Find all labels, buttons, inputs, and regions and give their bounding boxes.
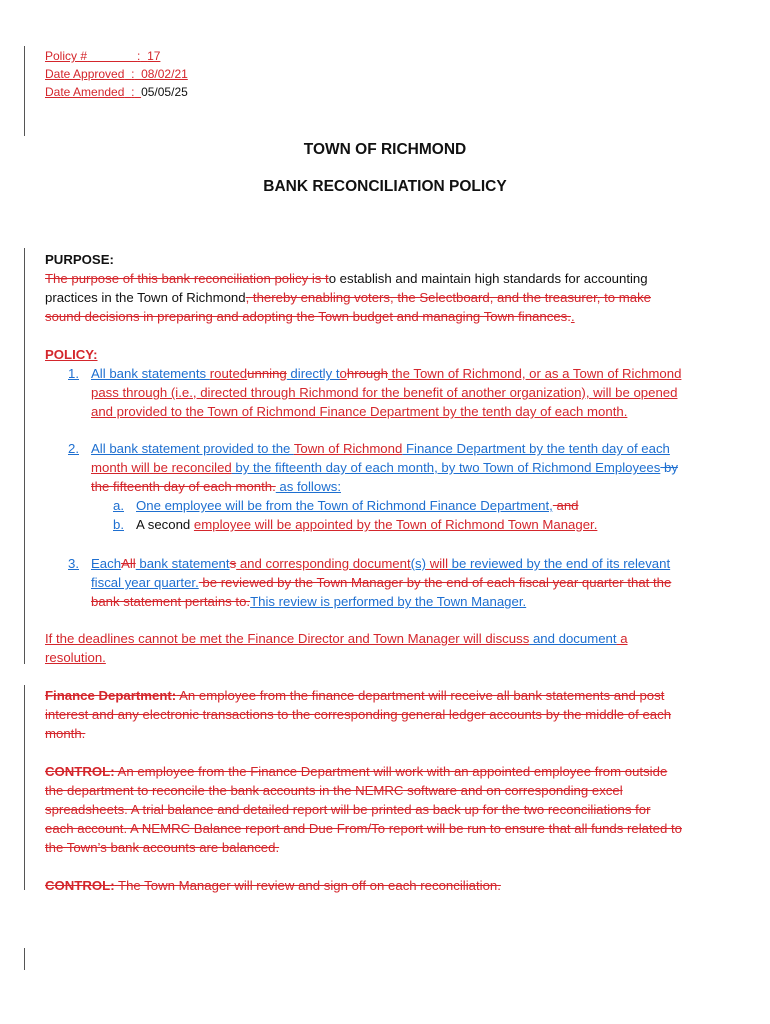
amended-sep: : [131,85,135,99]
control-manager-paragraph: CONTROL: The Town Manager will review and sign off on each reconciliation. [45,878,501,893]
policy-heading: POLICY: [45,347,98,362]
deleted-text: , thereby enabling voters, the Selectboard, and the treasurer, to make [245,290,652,305]
inserted-text: . [570,309,575,324]
policy-item-3: 3. EachAll bank statements and corresponding document(s) will be reviewed by the end of its relevant fiscal year quarter. be reviewed by the Town Manager by the end of each fiscal year quarter that the bank statement pertains to.This review is performed by the Town Manager. [68,556,672,609]
finance-department-paragraph: Finance Department: An employee from the finance department will receive all bank statements and post interest and any electronic transactions to the corresponding general ledger accounts by the middle of each month. [45,688,672,741]
policy-item-2: 2. All bank statement provided to the Town of Richmond Finance Department by the tenth day of each month will be reconciled by the fifteenth day of each month, by two Town of Richmond Employees by the fifteenth day of each month. as follows: [68,441,678,494]
purpose-line-1 [45,269,735,288]
policy-label: Policy # [45,49,88,63]
purpose-heading: PURPOSE: [45,252,114,267]
subitem-a: a. One employee will be from the Town of Richmond Finance Department, and [113,498,579,513]
policy-header [45,47,188,101]
finance-label: Finance Department: [45,688,177,703]
amended-label: Date Amended [45,85,125,99]
subitem-b: b. A second employee will be appointed by the Town of Richmond Town Manager. [113,517,598,532]
purpose-section [45,250,735,326]
policy-number: 17 [147,49,161,63]
change-bar [24,685,25,890]
policy-gap [87,49,137,63]
document-title: TOWN OF RICHMOND [303,141,467,158]
approved-line [45,65,188,83]
item-number: 2. [68,441,79,456]
document-subtitle: BANK RECONCILIATION POLICY [263,178,507,195]
item-number: 3. [68,556,79,571]
item-number: 1. [68,366,79,381]
control-label: CONTROL: [45,764,115,779]
purpose-line-3 [45,307,735,326]
control-paragraph: CONTROL: An employee from the Finance Department will work with an appointed employee from outside the department to reconcile the bank accounts in the NEMRC software and on corresponding excel spreadsheets. A trial balance and detailed report will be printed as back up for the two reconciliations for each account. A NEMRC Balance report and Due From/To report will be run to ensure that all funds related to the Town’s bank accounts are balanced. [45,764,682,855]
policy-sep: : [137,49,141,63]
approved-label: Date Approved [45,67,125,81]
purpose-text: practices in the Town of Richmond [45,290,246,305]
amended-date: 05/05/25 [141,85,188,99]
deleted-text: The purpose of this bank reconciliation policy is t [45,271,329,286]
approved-sep: : [131,67,135,81]
policy-number-line [45,47,188,65]
approved-date: 08/02/21 [141,67,188,81]
deadline-paragraph: If the deadlines cannot be met the Finance Director and Town Manager will discuss and document a resolution. [45,631,628,665]
policy-item-2-subitems [113,496,597,534]
deleted-text: sound decisions in preparing and adopting the Town budget and managing Town finances. [45,309,571,324]
change-bar [24,46,25,136]
policy-item-1: 1. All bank statements routedunning directly tohrough the Town of Richmond, or as a Town of Richmond pass through (i.e., directed through Richmond for the benefit of another organization), will be opened and provided to the Town of Richmond Finance Department by the tenth day of each month. [68,366,682,419]
change-bar [24,248,25,664]
change-bar [24,948,25,970]
amended-line [45,83,188,101]
purpose-line-2 [45,288,735,307]
purpose-text: o establish and maintain high standards for accounting [328,271,648,286]
control-label: CONTROL: [45,878,115,893]
